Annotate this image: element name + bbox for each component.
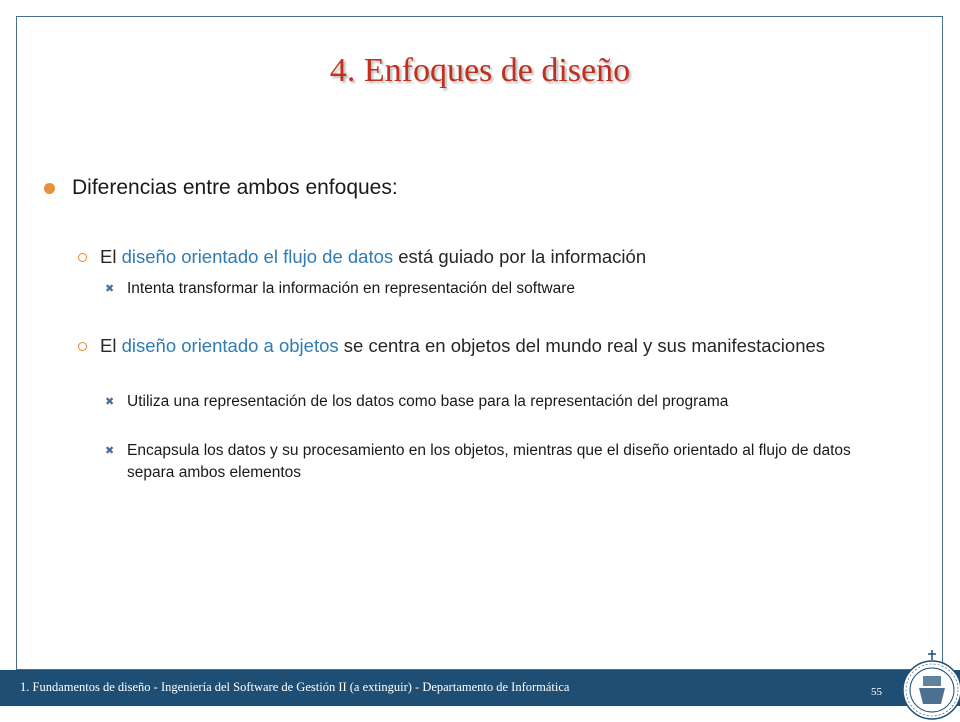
bullet-dot-icon [44, 183, 55, 194]
sub-bullet-text: El [100, 246, 122, 267]
cross-bullet-icon: ✖ [105, 445, 115, 457]
sub-bullet-text: está guiado por la información [393, 246, 647, 267]
footer-text: 1. Fundamentos de diseño - Ingeniería del Software de Gestión II (a extinguir) - Departamento de Informática [20, 680, 570, 694]
point-item: Encapsula los datos y su procesamiento en los objetos, mientras que el diseño orientado al flujo de datos separa ambos elementos [127, 442, 851, 481]
cross-bullet-icon: ✖ [105, 283, 115, 295]
highlight-text: diseño orientado a objetos [121, 335, 339, 356]
university-seal-icon [901, 650, 960, 722]
bullet-level1: Diferencias entre ambos enfoques: [72, 176, 398, 199]
sub-bullet-text: El [100, 335, 122, 356]
circle-bullet-icon [78, 342, 87, 351]
point-item: Utiliza una representación de los datos como base para la representación del programa [127, 393, 729, 410]
sub-bullet-objects [100, 334, 900, 357]
highlight-text: diseño orientado el flujo de datos [121, 246, 394, 267]
slide-title: 4. Enfoques de diseño [329, 52, 631, 89]
circle-bullet-icon [78, 253, 87, 262]
page-number: 55 [871, 686, 882, 698]
cross-bullet-icon: ✖ [105, 396, 115, 408]
sub-bullet-data-flow [100, 245, 900, 268]
point-item: Intenta transformar la información en representación del software [127, 280, 576, 297]
sub-bullet-text: se centra en objetos del mundo real y sus manifestaciones [338, 335, 826, 356]
